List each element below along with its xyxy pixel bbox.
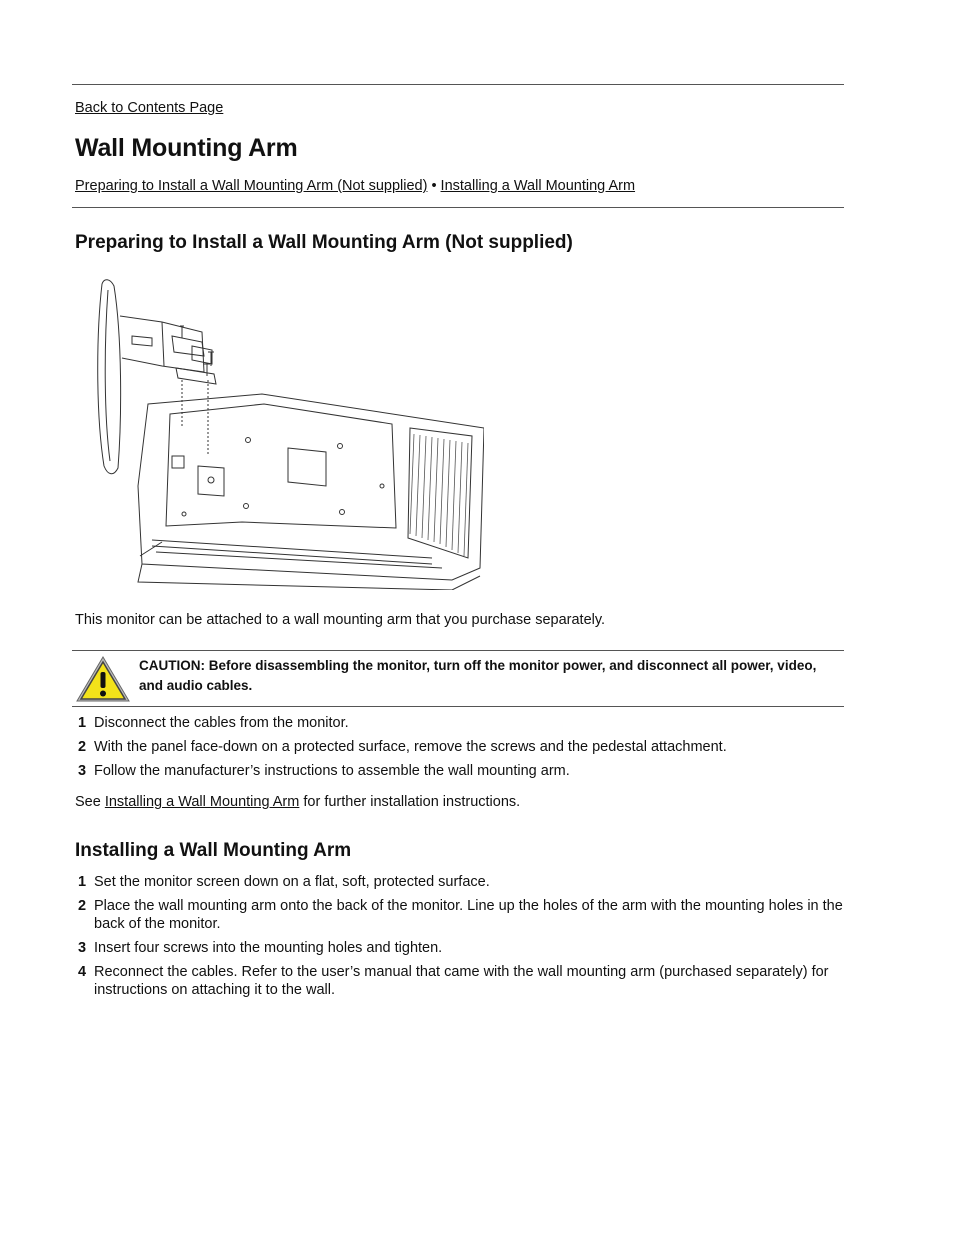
see-also-paragraph (75, 794, 520, 810)
step-text: Follow the manufacturer’s instructions to assemble the wall mounting arm. (94, 763, 570, 779)
top-divider (72, 84, 844, 85)
step-text: With the panel face-down on a protected surface, remove the screws and the pedestal attachment. (94, 739, 727, 755)
step-item (75, 714, 845, 732)
intro-paragraph: This monitor can be attached to a wall mounting arm that you purchase separately. (75, 612, 606, 628)
caution-text: CAUTION: Before disassembling the monitor, turn off the monitor power, and disconnect all power, video, and audio cables. (139, 658, 817, 693)
section-heading-preparing: Preparing to Install a Wall Mounting Arm (Not supplied) (75, 232, 573, 253)
step-number: 3 (78, 940, 87, 956)
step-text: Reconnect the cables. Refer to the user’s manual that came with the wall mounting arm (purchased separately) for instructions on attaching it to the wall. (94, 964, 829, 998)
header-divider (72, 207, 844, 208)
see-install-link[interactable]: Installing a Wall Mounting Arm (104, 794, 300, 810)
step-item (75, 897, 845, 933)
step-text: Insert four screws into the mounting holes and tighten. (94, 940, 443, 956)
step-number: 1 (78, 874, 87, 890)
step-number: 3 (78, 763, 87, 779)
step-text: Disconnect the cables from the monitor. (94, 715, 349, 731)
step-item (75, 963, 845, 999)
step-number: 2 (78, 898, 87, 914)
step-text: Place the wall mounting arm onto the back of the monitor. Line up the holes of the arm with the mounting holes in the back of the monitor. (94, 898, 843, 932)
step-item (75, 738, 845, 756)
step-item (75, 939, 845, 957)
step-number: 1 (78, 715, 87, 731)
see-suffix: for further installation instructions. (303, 794, 521, 810)
toc-link-preparing[interactable]: Preparing to Install a Wall Mounting Arm (Not supplied) (75, 178, 428, 194)
page-title: Wall Mounting Arm (75, 134, 298, 162)
back-to-contents-link[interactable]: Back to Contents Page (75, 100, 224, 116)
installing-steps-list (75, 873, 845, 1005)
caution-notice (72, 650, 844, 707)
step-item (75, 762, 845, 780)
step-number: 4 (78, 964, 87, 980)
see-prefix: See (75, 794, 101, 810)
toc-link-installing[interactable]: Installing a Wall Mounting Arm (440, 178, 636, 194)
step-number: 2 (78, 739, 87, 755)
section-heading-installing: Installing a Wall Mounting Arm (75, 840, 352, 861)
preparing-steps-list (75, 714, 845, 786)
toc-separator: • (431, 178, 437, 194)
step-item (75, 873, 845, 891)
monitor-back-illustration (92, 276, 484, 590)
table-of-contents (75, 178, 635, 194)
step-text: Set the monitor screen down on a flat, soft, protected surface. (94, 874, 490, 890)
warning-triangle-icon (74, 654, 132, 704)
